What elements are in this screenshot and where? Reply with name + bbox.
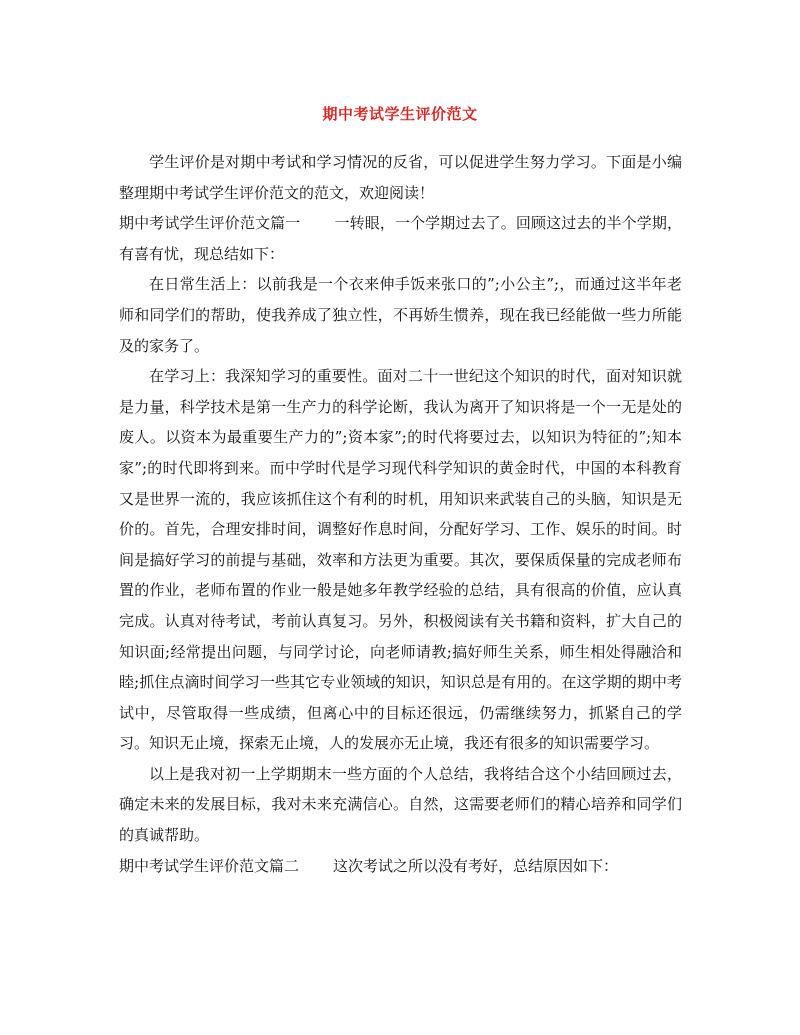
section-2-heading: 期中考试学生评价范文篇二	[119, 856, 300, 875]
section-1-lead: 一转眼，一个学期过去了。回顾这过去的半个学期，有喜有忧，现总结如下：	[119, 214, 682, 263]
intro-paragraph: 学生评价是对期中考试和学习情况的反省，可以促进学生努力学习。下面是小编整理期中考试学生评价范文的范文，欢迎阅读！	[119, 153, 682, 202]
summary-paragraph: 以上是我对初一上学期期末一些方面的个人总结，我将结合这个小结回顾过去，确定未来的发展目标，我对未来充满信心。自然，这需要老师们的精心培养和同学们的真诚帮助。	[119, 764, 682, 845]
study-paragraph: 在学习上：我深知学习的重要性。面对二十一世纪这个知识的时代，面对知识就是力量，科学技术是第一生产力的科学论断，我认为离开了知识将是一个一无是处的废人。以资本为最重要生产力的”;资本家”;的时代将要过去，以知识为特征的”;知本家”;的时代即将到来。而中学时代是学习现代科学知识的黄金时代，中国的本科教育又是世界一流的，我应该抓住这个有利的时机，用知识来武装自己的头脑，知识是无价的。首先，合理安排时间，调整好作息时间，分配好学习、工作、娱乐的时间。时间是搞好学习的前提与基础，效率和方法更为重要。其次，要保质保量的完成老师布置的作业，老师布置的作业一般是她多年教学经验的总结，具有很高的价值，应认真完成。认真对待考试，考前认真复习。另外，积极阅读有关书籍和资料，扩大自己的知识面;经常提出问题，与同学讨论，向老师请教;搞好师生关系，师生相处得融洽和睦;抓住点滴时间学习一些其它专业领域的知识，知识总是有用的。在这学期的期中考试中，尽管取得一些成绩，但离心中的目标还很远，仍需继续努力，抓紧自己的学习。知识无止境，探索无止境，人的发展亦无止境，我还有很多的知识需要学习。	[119, 367, 682, 753]
section-2-opening	[119, 851, 682, 882]
document-body	[119, 147, 682, 881]
section-1-opening	[119, 208, 682, 269]
section-2-lead: 这次考试之所以没有考好，总结原因如下：	[333, 856, 619, 875]
section-1-heading: 期中考试学生评价范文篇一	[119, 214, 301, 233]
daily-life-paragraph: 在日常生活上：以前我是一个衣来伸手饭来张口的”;小公主”;，而通过这半年老师和同学们的帮助，使我养成了独立性，不再娇生惯养，现在我已经能做一些力所能及的家务了。	[119, 275, 682, 355]
document-title: 期中考试学生评价范文	[322, 105, 478, 123]
